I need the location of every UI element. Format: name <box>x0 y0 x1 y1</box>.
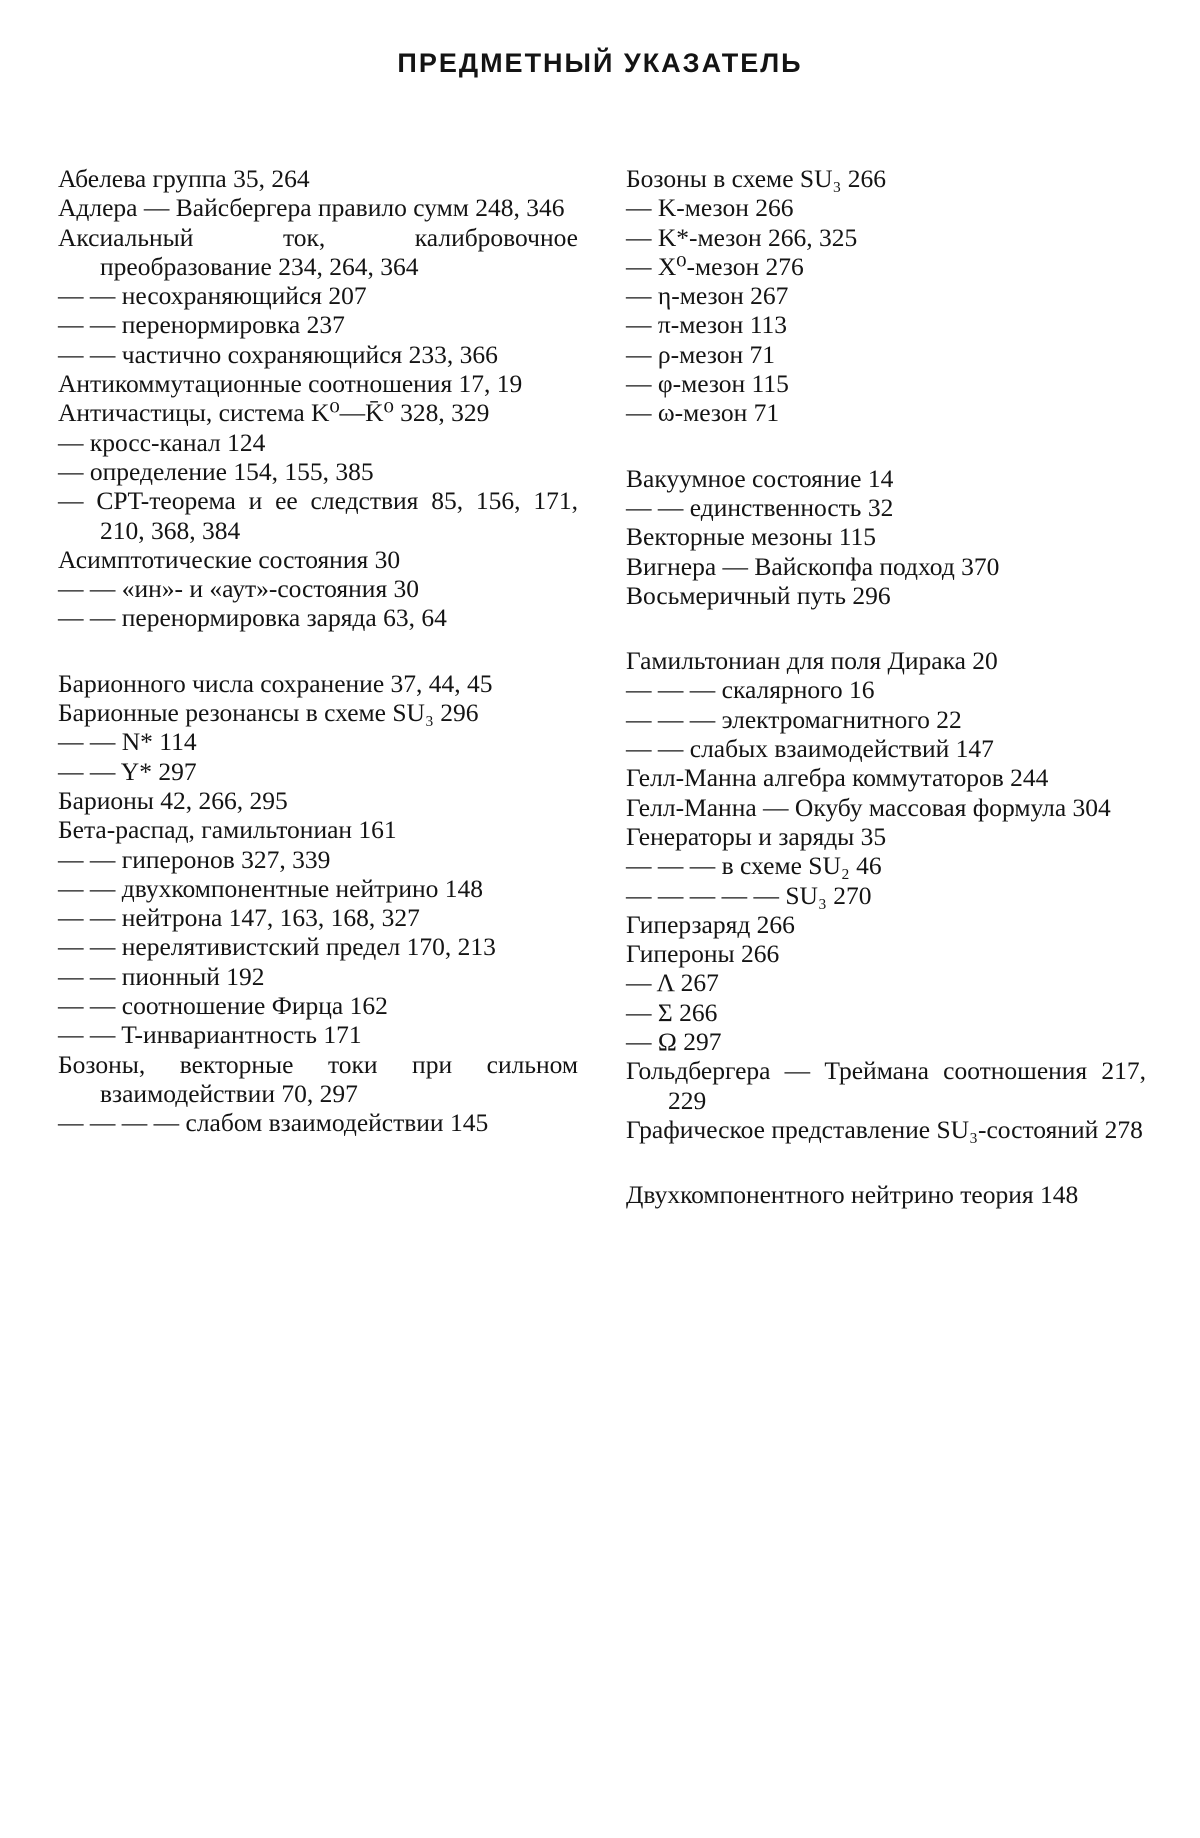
index-entry: — — — электромагнитного 22 <box>626 704 962 734</box>
index-entry: — — — — слабом взаимодействии 145 <box>58 1108 489 1138</box>
index-entry: — — перенормировка заряда 63, 64 <box>58 603 447 633</box>
index-entry: Абелева группа 35, 264 <box>58 164 310 193</box>
index-entry: — определение 154, 155, 385 <box>58 456 374 486</box>
index-entry: — X⁰-мезон 276 <box>626 251 804 281</box>
index-entry: Гипероны 266 <box>626 939 780 969</box>
section-gap <box>626 610 1146 646</box>
index-entry: — K*-мезон 266, 325 <box>626 222 858 252</box>
index-entry: — — двухкомпонентные нейтрино 148 <box>58 873 483 903</box>
index-entry: — — — — — SU₃ 270 <box>626 880 872 910</box>
index-entry: — — гиперонов 327, 339 <box>58 844 331 874</box>
index-entry: — — Y* 297 <box>58 756 197 786</box>
index-entry: — — нейтрона 147, 163, 168, 327 <box>58 903 420 933</box>
page-title: ПРЕДМЕТНЫЙ УКАЗАТЕЛЬ <box>397 48 803 78</box>
index-entry: Адлера — Вайсбергера правило сумм 248, 346 <box>58 193 565 223</box>
section-gap <box>626 1144 1146 1180</box>
index-entry: Гольдбергера — Треймана соотношения 217, 229 <box>626 1056 1146 1115</box>
index-entry: — — несохраняющийся 207 <box>58 281 367 311</box>
index-entry: Гелл-Манна алгебра коммутаторов 244 <box>626 763 1049 793</box>
index-entry: Барионы 42, 266, 295 <box>58 785 288 815</box>
index-entry: Гелл-Манна — Окубу массовая формула 304 <box>626 792 1111 822</box>
index-entry: — — перенормировка 237 <box>58 310 345 340</box>
index-entry: — — слабых взаимодействий 147 <box>626 734 994 764</box>
index-entry: — CPT-теорема и ее следствия 85, 156, 171, 210, 368, 384 <box>58 486 578 545</box>
index-entry: — — — в схеме SU₂ 46 <box>626 851 882 881</box>
index-entry: Двухкомпонентного нейтрино теория 148 <box>626 1180 1079 1210</box>
index-entry: — Σ 266 <box>626 997 718 1027</box>
index-entry: — Λ 267 <box>626 968 719 998</box>
index-entry: — — пионный 192 <box>58 961 265 991</box>
index-entry: Вакуумное состояние 14 <box>626 463 894 493</box>
index-entry: Векторные мезоны 115 <box>626 522 877 552</box>
index-entry: — ρ-мезон 71 <box>626 339 776 369</box>
index-entry: Восьмеричный путь 296 <box>626 580 891 610</box>
index-column-left <box>58 164 578 1138</box>
index-entry: Вигнера — Вайскопфа подход 370 <box>626 551 1000 581</box>
index-entry: — π-мезон 113 <box>626 310 788 340</box>
index-entry: — — T-инвариантность 171 <box>58 1020 362 1050</box>
index-entry: Графическое представление SU₃-состояний 278 <box>626 1114 1143 1144</box>
index-entry: Бозоны в схеме SU₃ 266 <box>626 164 886 193</box>
index-entry: Античастицы, система K⁰—K̄⁰ 328, 329 <box>58 398 490 428</box>
index-entry: — — частично сохраняющийся 233, 366 <box>58 339 498 369</box>
index-entry: — Ω 297 <box>626 1027 722 1057</box>
index-entry: Бозоны, векторные токи при сильном взаимодействии 70, 297 <box>58 1049 578 1108</box>
index-entry: Гиперзаряд 266 <box>626 909 795 939</box>
index-entry: Генераторы и заряды 35 <box>626 821 887 851</box>
index-entry: Барионного числа сохранение 37, 44, 45 <box>58 668 493 698</box>
index-entry: Гамильтониан для поля Дирака 20 <box>626 646 998 676</box>
index-entry: Барионные резонансы в схеме SU₃ 296 <box>58 698 479 728</box>
index-entry: — — единственность 32 <box>626 492 894 522</box>
index-entry: Аксиальный ток, калибровочное преобразование 234, 264, 364 <box>58 222 578 281</box>
index-entry: — — — скалярного 16 <box>626 675 875 705</box>
index-entry: — φ-мезон 115 <box>626 369 789 399</box>
index-entry: — кросс-канал 124 <box>58 427 266 457</box>
index-entry: — — N* 114 <box>58 727 197 757</box>
index-entry: — — «ин»- и «аут»-состояния 30 <box>58 574 420 604</box>
index-entry: — — соотношение Фирца 162 <box>58 991 388 1021</box>
section-gap <box>58 633 578 669</box>
section-gap <box>626 428 1146 464</box>
index-entry: — η-мезон 267 <box>626 281 789 311</box>
index-column-right <box>626 164 1146 1210</box>
index-entry: — ω-мезон 71 <box>626 398 780 428</box>
index-entry: Асимптотические состояния 30 <box>58 544 401 574</box>
index-entry: Бета-распад, гамильтониан 161 <box>58 815 397 845</box>
index-entry: — K-мезон 266 <box>626 193 794 223</box>
index-entry: — — нерелятивистский предел 170, 213 <box>58 932 496 962</box>
index-entry: Антикоммутационные соотношения 17, 19 <box>58 369 523 399</box>
